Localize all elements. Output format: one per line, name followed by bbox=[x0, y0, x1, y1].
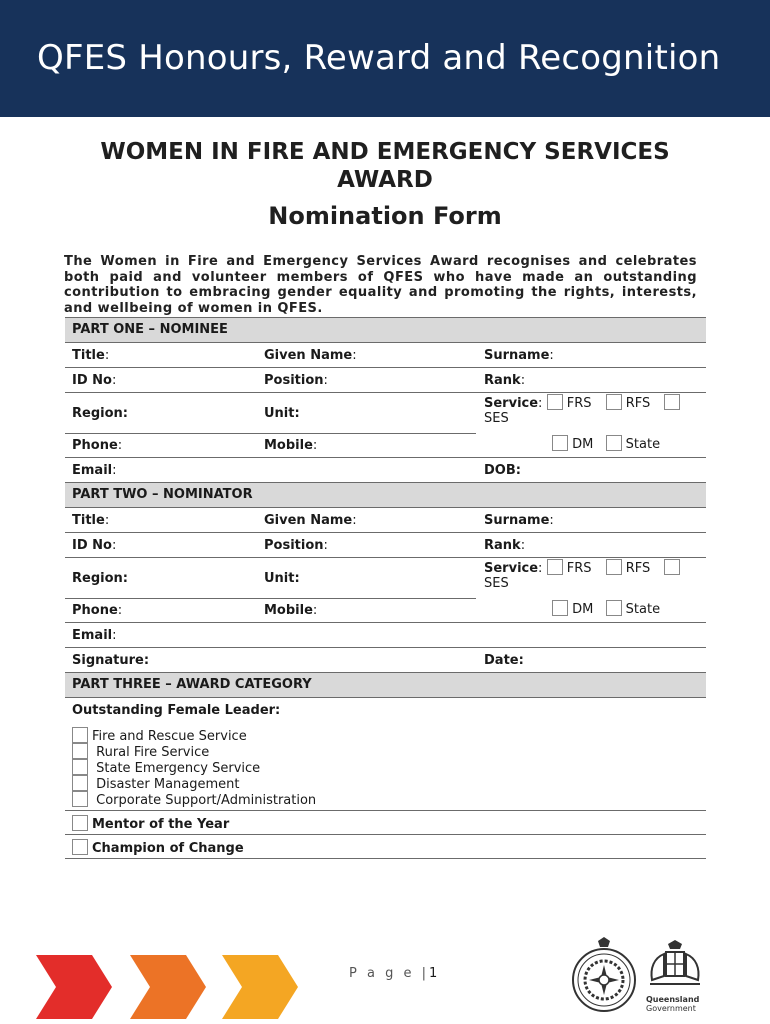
dm-label: DM bbox=[572, 437, 594, 452]
nominee-phone-row bbox=[65, 433, 706, 458]
region-label: Region: bbox=[72, 406, 128, 421]
category-label: Disaster Management bbox=[96, 777, 240, 792]
nominator-region-field[interactable] bbox=[72, 571, 128, 586]
date-field[interactable] bbox=[484, 653, 524, 668]
queensland-government-wordmark bbox=[646, 995, 699, 1013]
mobile-label: Mobile bbox=[264, 603, 313, 618]
logo-line1: Queensland bbox=[646, 995, 700, 1004]
colon: : bbox=[520, 373, 526, 388]
award-title-line2: AWARD bbox=[337, 167, 433, 193]
chevron-red-shape bbox=[36, 955, 114, 1019]
rank-label: Rank bbox=[484, 538, 521, 553]
dob-label: DOB: bbox=[484, 463, 521, 478]
given-name-label: Given Name bbox=[264, 513, 353, 528]
category-item-corporate-support[interactable] bbox=[72, 791, 316, 806]
nomination-form bbox=[65, 317, 706, 859]
nominator-id-field[interactable] bbox=[72, 538, 116, 553]
nominator-email-row bbox=[65, 623, 706, 648]
intro-paragraph: The Women in Fire and Emergency Services Award recognises and celebrates both paid and volunteer members of QFES who have made an outstanding contribution to embracing gender equality and promoting the rights, interests, and wellbeing of women in QFES. bbox=[64, 254, 697, 316]
rank-label: Rank bbox=[484, 373, 521, 388]
page-label: P a g e | bbox=[349, 966, 429, 981]
colon: : bbox=[104, 348, 110, 363]
qfes-emblem-icon bbox=[568, 937, 640, 1013]
colon: : bbox=[104, 513, 110, 528]
rfs-label: RFS bbox=[625, 561, 651, 576]
chevron-red-fill bbox=[36, 955, 112, 1019]
nominator-phone-field[interactable] bbox=[72, 603, 122, 618]
chevron-yellow-fill bbox=[222, 955, 298, 1019]
colon: : bbox=[538, 561, 543, 576]
nominator-mobile-field[interactable] bbox=[264, 603, 317, 618]
nominee-unit-field[interactable] bbox=[264, 406, 300, 421]
phone-label: Phone bbox=[72, 438, 118, 453]
category-label: Corporate Support/Administration bbox=[96, 793, 317, 808]
nominee-phone-field[interactable] bbox=[72, 438, 122, 453]
position-label: Position bbox=[264, 373, 324, 388]
colon: : bbox=[538, 396, 543, 411]
position-label: Position bbox=[264, 538, 324, 553]
category-checkbox[interactable] bbox=[72, 791, 88, 807]
nominator-given-name-field[interactable] bbox=[264, 513, 357, 528]
award-title bbox=[60, 138, 710, 194]
surname-label: Surname bbox=[484, 513, 550, 528]
part-two-label: PART TWO – NOMINATOR bbox=[72, 487, 253, 502]
nominee-name-row bbox=[65, 343, 706, 368]
frs-label: FRS bbox=[566, 561, 592, 576]
part-three-label: PART THREE – AWARD CATEGORY bbox=[72, 677, 312, 692]
colon: : bbox=[352, 348, 357, 363]
nominee-service-group bbox=[484, 394, 680, 426]
nominator-region-row bbox=[65, 558, 706, 598]
category-label: Rural Fire Service bbox=[96, 745, 210, 760]
service-label: Service bbox=[484, 396, 539, 411]
category-list bbox=[65, 698, 706, 811]
nominee-ses-checkbox[interactable] bbox=[664, 394, 680, 410]
category-checkbox[interactable] bbox=[72, 759, 88, 775]
header-banner bbox=[0, 0, 770, 117]
colon: : bbox=[111, 373, 117, 388]
nominator-unit-field[interactable] bbox=[264, 571, 300, 586]
nominee-email-row bbox=[65, 458, 706, 482]
nominator-surname-field[interactable] bbox=[484, 513, 554, 528]
unit-label: Unit: bbox=[264, 571, 300, 586]
signature-field[interactable] bbox=[72, 653, 149, 668]
nominee-mobile-field[interactable] bbox=[264, 438, 317, 453]
nominator-ses-checkbox[interactable] bbox=[664, 559, 680, 575]
ses-label: SES bbox=[484, 411, 509, 426]
champion-option[interactable] bbox=[72, 839, 244, 856]
mobile-label: Mobile bbox=[264, 438, 313, 453]
nominee-title-field[interactable] bbox=[72, 348, 109, 363]
nominee-email-field[interactable] bbox=[72, 463, 117, 478]
title-label: Title bbox=[72, 348, 105, 363]
nominee-given-name-field[interactable] bbox=[264, 348, 357, 363]
colon: : bbox=[352, 513, 357, 528]
category-label: State Emergency Service bbox=[96, 761, 261, 776]
nominee-position-field[interactable] bbox=[264, 373, 328, 388]
colon: : bbox=[111, 538, 117, 553]
nominator-dm-option bbox=[552, 600, 660, 617]
nominee-id-row bbox=[65, 368, 706, 393]
surname-label: Surname bbox=[484, 348, 550, 363]
colon: : bbox=[312, 438, 318, 453]
mentor-option[interactable] bbox=[72, 815, 229, 832]
rfs-label: RFS bbox=[625, 396, 651, 411]
frs-label: FRS bbox=[566, 396, 592, 411]
nominator-frs-checkbox[interactable] bbox=[547, 559, 563, 575]
phone-label: Phone bbox=[72, 603, 118, 618]
category-checkbox[interactable] bbox=[72, 727, 88, 743]
category-item-rural-fire[interactable] bbox=[72, 743, 209, 758]
ses-label: SES bbox=[484, 576, 509, 591]
nominee-rank-field[interactable] bbox=[484, 373, 525, 388]
colon: : bbox=[312, 603, 318, 618]
state-label: State bbox=[625, 437, 661, 452]
category-checkbox[interactable] bbox=[72, 775, 88, 791]
nominator-position-field[interactable] bbox=[264, 538, 328, 553]
state-label: State bbox=[625, 602, 661, 617]
colon: : bbox=[117, 603, 123, 618]
service-label: Service bbox=[484, 561, 539, 576]
nominator-rank-field[interactable] bbox=[484, 538, 525, 553]
given-name-label: Given Name bbox=[264, 348, 353, 363]
colon: : bbox=[549, 348, 554, 363]
colon: : bbox=[323, 538, 328, 553]
form-title: Nomination Form bbox=[268, 202, 502, 230]
champion-label: Champion of Change bbox=[92, 841, 244, 856]
colon: : bbox=[112, 628, 117, 643]
colon: : bbox=[112, 463, 117, 478]
nominator-signature-row bbox=[65, 648, 706, 672]
part-two-header bbox=[65, 482, 706, 508]
nominee-dm-option bbox=[552, 435, 660, 452]
dm-label: DM bbox=[572, 602, 594, 617]
champion-row bbox=[65, 835, 706, 859]
part-one-label: PART ONE – NOMINEE bbox=[72, 322, 228, 337]
nominator-service-group bbox=[484, 559, 680, 591]
signature-label: Signature: bbox=[72, 653, 150, 668]
nominator-state-checkbox[interactable] bbox=[606, 600, 622, 616]
colon: : bbox=[117, 438, 123, 453]
category-heading: Outstanding Female Leader: bbox=[72, 703, 281, 718]
category-item-fire-rescue[interactable] bbox=[72, 727, 247, 742]
nominator-id-row bbox=[65, 533, 706, 558]
nominee-dm-checkbox[interactable] bbox=[552, 435, 568, 451]
nominator-phone-row bbox=[65, 598, 706, 623]
nominator-dm-checkbox[interactable] bbox=[552, 600, 568, 616]
colon: : bbox=[520, 538, 526, 553]
champion-checkbox[interactable] bbox=[72, 839, 88, 855]
logo-line2: Government bbox=[646, 1004, 696, 1013]
nominator-name-row bbox=[65, 508, 706, 533]
category-item-ses[interactable] bbox=[72, 759, 260, 774]
id-label: ID No bbox=[72, 373, 112, 388]
title-label: Title bbox=[72, 513, 105, 528]
mentor-label: Mentor of the Year bbox=[92, 817, 230, 832]
nominee-region-field[interactable] bbox=[72, 406, 128, 421]
mentor-checkbox[interactable] bbox=[72, 815, 88, 831]
id-label: ID No bbox=[72, 538, 112, 553]
colon: : bbox=[323, 373, 328, 388]
page-number bbox=[349, 966, 437, 981]
category-label: Fire and Rescue Service bbox=[92, 729, 247, 744]
date-label: Date: bbox=[484, 653, 524, 668]
unit-label: Unit: bbox=[264, 406, 300, 421]
nominee-region-row bbox=[65, 393, 706, 433]
nominee-rfs-checkbox[interactable] bbox=[606, 394, 622, 410]
part-one-header bbox=[65, 317, 706, 343]
nominee-frs-checkbox[interactable] bbox=[547, 394, 563, 410]
chevron-yellow-shape bbox=[222, 955, 300, 1019]
region-label: Region: bbox=[72, 571, 128, 586]
category-item-disaster-management[interactable] bbox=[72, 775, 239, 790]
nominee-dob-field[interactable] bbox=[484, 463, 521, 478]
nominee-surname-field[interactable] bbox=[484, 348, 554, 363]
part-three-header bbox=[65, 672, 706, 698]
nominee-state-checkbox[interactable] bbox=[606, 435, 622, 451]
email-label: Email bbox=[72, 463, 113, 478]
chevron-orange-shape bbox=[130, 955, 208, 1019]
nominee-id-field[interactable] bbox=[72, 373, 116, 388]
nominator-email-field[interactable] bbox=[72, 628, 117, 643]
category-checkbox[interactable] bbox=[72, 743, 88, 759]
mentor-row bbox=[65, 811, 706, 835]
email-label: Email bbox=[72, 628, 113, 643]
banner-title: QFES Honours, Reward and Recognition bbox=[37, 38, 721, 78]
award-title-line1: WOMEN IN FIRE AND EMERGENCY SERVICES bbox=[100, 139, 670, 165]
colon: : bbox=[549, 513, 554, 528]
queensland-government-crest-icon bbox=[646, 940, 704, 992]
chevron-orange-fill bbox=[130, 955, 206, 1019]
page-number-value: 1 bbox=[428, 966, 438, 981]
nominator-rfs-checkbox[interactable] bbox=[606, 559, 622, 575]
nominator-title-field[interactable] bbox=[72, 513, 109, 528]
